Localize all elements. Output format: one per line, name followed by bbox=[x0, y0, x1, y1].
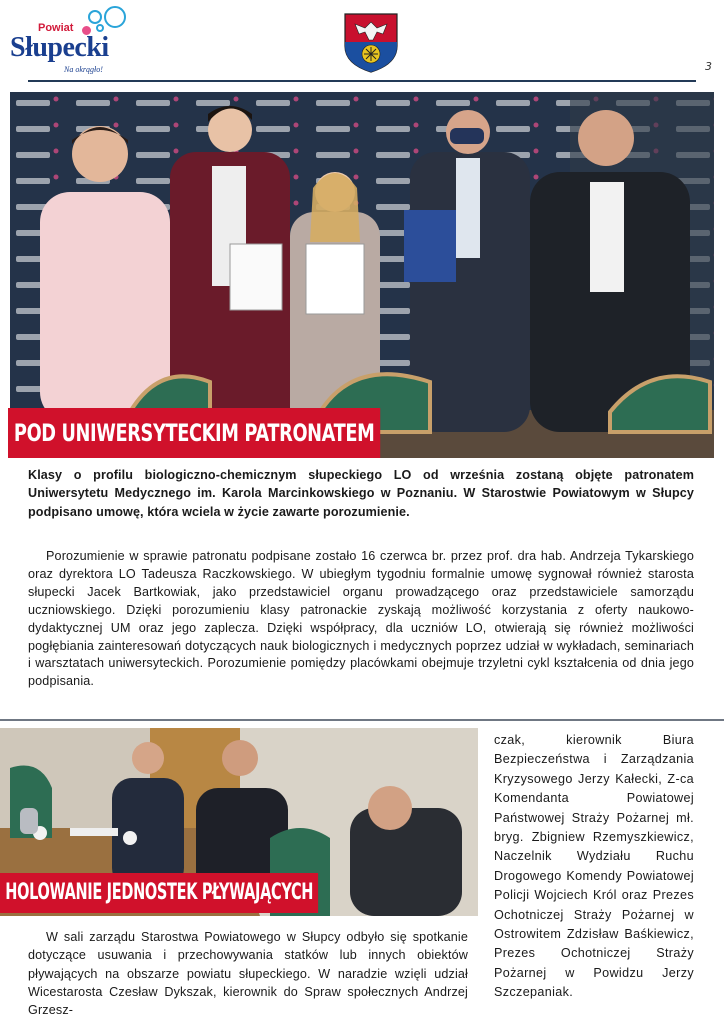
section-divider bbox=[0, 719, 724, 721]
article2-body-right: czak, kierownik Biura Bezpieczeństwa i Zarządzania Kryzysowego Jerzy Kałecki, Z-ca Komendanta Powiatowej Państwowej Straży Pożarnej mł. bryg. Zbigniew Rzemyszkiewicz, Naczelnik Wydziału Ruchu Drogowego Komendy Powiatowej Policji Wojciech Król oraz Prezes Ochotniczej Straży Pożarnej w Ostrowitem Zdzisław Baśkiewicz, Prezes Ochotniczej Straży Pożarnej w Powidzu Jerzy Szczepaniak. bbox=[494, 733, 694, 1000]
article1-lead: Klasy o profilu biologiczno-chemicznym słupeckiego LO od września zostaną objęte patronatem Uniwersytetu Medycznego im. Karola Marcinkowskiego w Poznaniu. W Starostwie Powiatowym w Słupcy podpisano umowę, która wciela w życie zawarte porozumienie. bbox=[28, 468, 694, 519]
logo-bubble-icon bbox=[88, 10, 102, 24]
logo-bubble-icon bbox=[96, 24, 104, 32]
coat-of-arms-icon bbox=[343, 12, 399, 74]
header-divider bbox=[28, 80, 696, 82]
logo-slogan-text: Na okrągło! bbox=[64, 65, 103, 74]
article2-headline: HOLOWANIE JEDNOSTEK PŁYWAJĄCYCH bbox=[0, 873, 318, 913]
article2-body-left: W sali zarządu Starostwa Powiatowego w Słupcy odbyło się spotkanie dotyczące usuwania i przechowywania statków lub innych obiektów pływających na obszarze powiatu słupeckiego. W naradzie wzięli udział Wicestarosta Czesław Dykszak, kierownik do Spraw społecznych Andrzej Grzesz- bbox=[28, 930, 468, 1018]
logo-bubble-icon bbox=[104, 6, 126, 28]
logo-name-text: Słupecki bbox=[10, 32, 109, 63]
article1-headline: POD UNIWERSYTECKIM PATRONATEM bbox=[8, 408, 380, 458]
article1-body: Porozumienie w sprawie patronatu podpisane zostało 16 czerwca br. przez prof. dra hab. Andrzeja Tykarskiego oraz dyrektora LO Tadeusza Raczkowskiego. W ubiegłym tygodniu formalnie umowę sygnował również starosta słupecki Jacek Bartkowiak, jako przedstawiciel organu prowadzącego oraz przedstawiciele samorządu uczniowskiego. Dzięki porozumieniu klasy patronackie zyskają możliwość korzystania z oferty naukowo-dydaktycznej UM oraz jego zaplecza. Dzięki współpracy, dla uczniów LO, otwierają się również możliwości pogłębiania zainteresowań dotyczących nauk biologicznych i medycznych poprzez udział w wykładach, seminariach i warsztatach uniwersyteckich. Porozumienie pomiędzy placówkami obejmuje trzyletni cykl kształcenia od dnia jego podpisania. bbox=[28, 549, 694, 689]
signing-ceremony-photo bbox=[10, 92, 714, 458]
page-number: 3 bbox=[705, 60, 712, 73]
logo-powiat-text: Powiat bbox=[38, 22, 74, 34]
powiat-slupecki-logo bbox=[10, 8, 140, 78]
